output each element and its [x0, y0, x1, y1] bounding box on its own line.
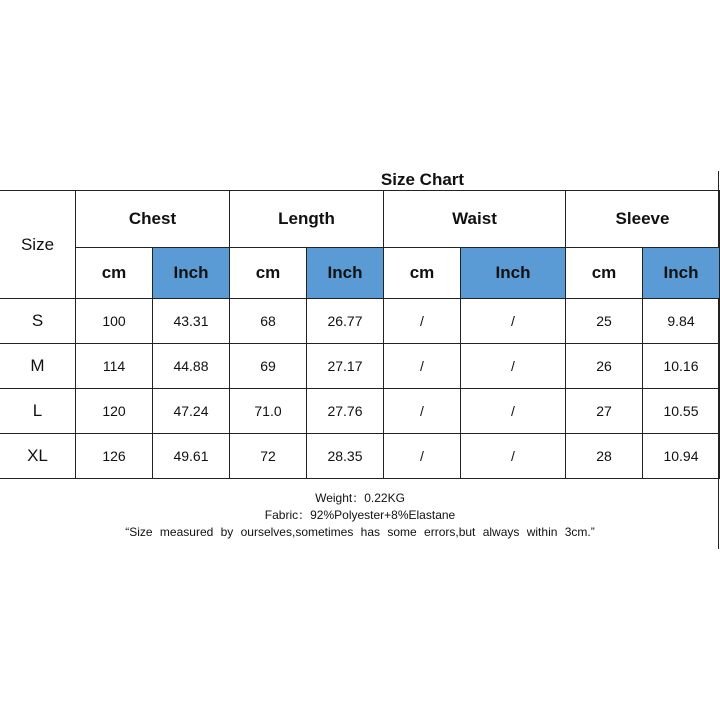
table-cell: 10.94: [643, 434, 720, 478]
size-label-l: L: [0, 389, 76, 434]
table-cell: 27.76: [307, 389, 384, 434]
table-cell: 120: [76, 389, 153, 434]
table-cell: 72: [230, 434, 307, 478]
table-cell: 49.61: [153, 434, 230, 478]
table-cell: /: [384, 299, 461, 344]
table-cell: /: [384, 434, 461, 478]
waist-cm-header: cm: [384, 248, 461, 299]
table-cell: 114: [76, 344, 153, 389]
notes-block: [0, 490, 720, 541]
table-cell: /: [461, 299, 566, 344]
table-cell: 28.35: [307, 434, 384, 478]
chest-inch-header: Inch: [153, 248, 230, 299]
size-label-xl: XL: [0, 434, 76, 478]
size-label-m: M: [0, 344, 76, 389]
weight-note: Weight：0.22KG: [315, 491, 405, 505]
table-cell: 100: [76, 299, 153, 344]
table-cell: /: [461, 344, 566, 389]
table-cell: 27.17: [307, 344, 384, 389]
sleeve-header: Sleeve: [566, 191, 720, 248]
table-cell: 47.24: [153, 389, 230, 434]
length-header: Length: [230, 191, 384, 248]
table-cell: 9.84: [643, 299, 720, 344]
chart-title: Size Chart: [380, 170, 465, 189]
chest-header: Chest: [76, 191, 230, 248]
chest-cm-header: cm: [76, 248, 153, 299]
table-cell: 126: [76, 434, 153, 478]
waist-inch-header: Inch: [461, 248, 566, 299]
table-cell: /: [384, 389, 461, 434]
waist-header: Waist: [384, 191, 566, 248]
disclaimer-note: “Size measured by ourselves,sometimes has some errors,but always within 3cm.”: [125, 525, 595, 539]
table-cell: 26.77: [307, 299, 384, 344]
table-cell: 25: [566, 299, 643, 344]
sleeve-inch-header: Inch: [643, 248, 720, 299]
length-inch-header: Inch: [307, 248, 384, 299]
table-cell: /: [384, 344, 461, 389]
size-table: [0, 190, 720, 479]
table-cell: 10.16: [643, 344, 720, 389]
size-column-header: Size: [0, 191, 76, 299]
fabric-note: Fabric：92%Polyester+8%Elastane: [264, 508, 456, 522]
table-cell: 28: [566, 434, 643, 478]
table-cell: /: [461, 389, 566, 434]
table-cell: 69: [230, 344, 307, 389]
table-cell: 68: [230, 299, 307, 344]
table-cell: 43.31: [153, 299, 230, 344]
table-cell: 44.88: [153, 344, 230, 389]
size-label-s: S: [0, 299, 76, 344]
table-cell: 26: [566, 344, 643, 389]
table-cell: /: [461, 434, 566, 478]
table-cell: 10.55: [643, 389, 720, 434]
sleeve-cm-header: cm: [566, 248, 643, 299]
length-cm-header: cm: [230, 248, 307, 299]
table-cell: 71.0: [230, 389, 307, 434]
table-cell: 27: [566, 389, 643, 434]
